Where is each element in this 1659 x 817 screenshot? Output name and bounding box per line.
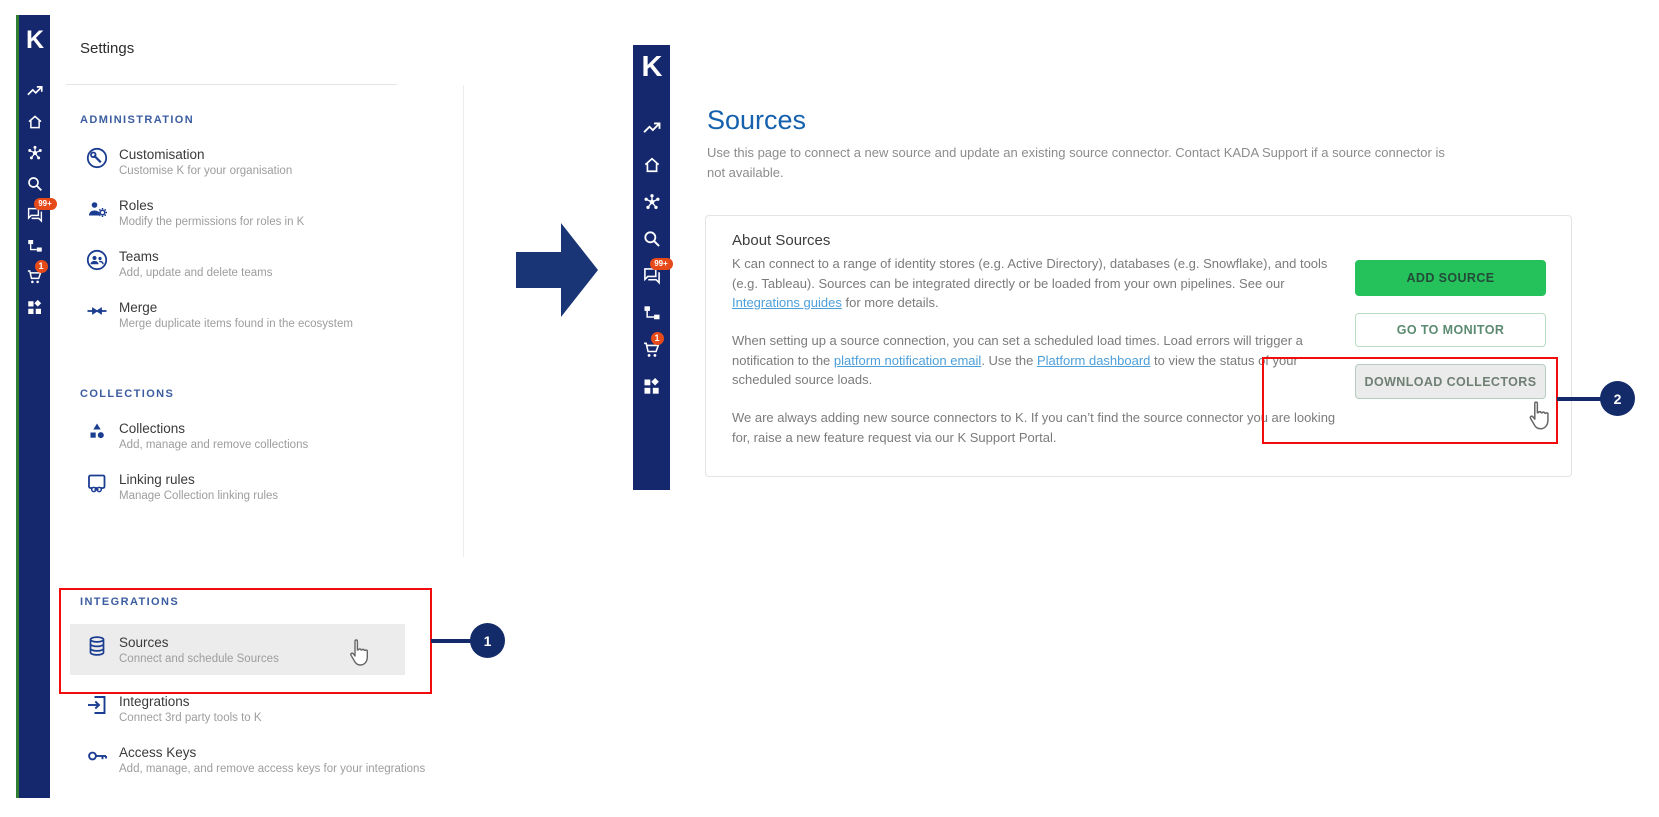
callout-connector-1	[431, 639, 472, 643]
download-collectors-button[interactable]: DOWNLOAD COLLECTORS	[1355, 364, 1546, 399]
item-subtitle: Merge duplicate items found in the ecosystem	[119, 318, 353, 330]
transition-arrow	[516, 221, 598, 324]
kada-logo: K	[25, 26, 44, 54]
card-title: About Sources	[732, 232, 831, 249]
trending-icon[interactable]	[26, 82, 44, 100]
item-title: Roles	[119, 198, 154, 213]
cart-badge: 1	[651, 332, 664, 345]
sidebar-item-integrations[interactable]	[66, 689, 405, 740]
sidebar-item-roles[interactable]	[66, 193, 405, 244]
section-administration	[66, 114, 405, 346]
divider	[66, 84, 397, 85]
search-icon[interactable]	[26, 175, 44, 193]
item-subtitle: Connect and schedule Sources	[119, 653, 279, 665]
people-circle-icon	[85, 248, 109, 272]
wrench-circle-icon	[85, 146, 109, 170]
panel-edge	[463, 85, 464, 557]
cart-badge: 1	[35, 260, 48, 273]
key-icon	[85, 744, 109, 768]
highlight-box-download-collectors	[1262, 357, 1558, 444]
sidebar-icon-stack	[642, 118, 668, 414]
page-title: Settings	[80, 40, 135, 57]
hierarchy-icon[interactable]	[642, 303, 662, 323]
add-source-button[interactable]: ADD SOURCE	[1355, 260, 1546, 296]
section-collections	[66, 388, 405, 518]
item-subtitle: Modify the permissions for roles in K	[119, 216, 305, 228]
person-gear-icon	[85, 197, 109, 221]
paragraph-text: for more details.	[841, 295, 939, 310]
item-subtitle: Connect 3rd party tools to K	[119, 712, 262, 724]
grid-icon[interactable]	[642, 377, 662, 397]
item-subtitle: Customise K for your organisation	[119, 165, 293, 177]
item-subtitle: Add, update and delete teams	[119, 267, 273, 279]
item-subtitle: Manage Collection linking rules	[119, 490, 279, 502]
item-title: Sources	[119, 635, 169, 650]
section-header: ADMINISTRATION	[80, 114, 195, 126]
sidebar-item-customisation[interactable]	[66, 142, 405, 193]
item-title: Merge	[119, 300, 158, 315]
card-paragraph-3: We are always adding new source connectors to K. If you can’t find the source connector you are looking for, raise a new feature request via our K Support Portal.	[732, 410, 1336, 445]
card-paragraph-1	[732, 254, 1336, 313]
app-sidebar-right	[633, 45, 670, 490]
callout-connector-2	[1557, 397, 1602, 401]
highlight-box-sources	[59, 588, 432, 694]
integration-icon	[85, 693, 109, 717]
hand-cursor-icon	[345, 638, 371, 673]
item-subtitle: Add, manage, and remove access keys for your integrations	[119, 763, 426, 775]
grid-icon[interactable]	[26, 299, 44, 317]
cart-icon[interactable]	[642, 333, 662, 360]
home-icon[interactable]	[642, 155, 662, 175]
sidebar-item-collections[interactable]	[66, 416, 405, 467]
page-title: Sources	[707, 105, 807, 135]
chat-icon[interactable]	[642, 259, 668, 286]
trending-icon[interactable]	[642, 118, 662, 138]
go-to-monitor-button[interactable]: GO TO MONITOR	[1355, 313, 1546, 347]
callout-badge-2: 2	[1600, 381, 1635, 416]
chat-badge: 99+	[650, 258, 673, 270]
item-title: Customisation	[119, 147, 205, 162]
page-intro: Use this page to connect a new source and update an existing source connector. Contact KADA Support if a source connector is not available.	[707, 145, 1445, 180]
sidebar-item-access-keys[interactable]	[66, 740, 426, 791]
shapes-icon	[85, 420, 109, 444]
paragraph-text: . Use the	[981, 352, 1037, 368]
item-title: Integrations	[119, 694, 190, 709]
sidebar-icon-stack	[26, 82, 52, 330]
hierarchy-icon[interactable]	[26, 237, 44, 255]
card-paragraph-2	[732, 331, 1336, 390]
integrations-guides-link[interactable]: Integrations guides	[732, 295, 842, 310]
hand-cursor-icon	[1524, 400, 1552, 437]
paragraph-text: When setting up a source connection, you can set a scheduled load times. Load errors will trigger a notification to the	[732, 333, 1303, 368]
item-subtitle: Add, manage and remove collections	[119, 439, 309, 451]
linking-rules-icon	[85, 471, 109, 495]
home-icon[interactable]	[26, 113, 44, 131]
chat-icon[interactable]	[26, 199, 52, 224]
sidebar-item-merge[interactable]	[66, 295, 405, 346]
section-header: INTEGRATIONS	[80, 596, 180, 608]
chat-badge: 99+	[34, 198, 57, 210]
item-title: Collections	[119, 421, 186, 436]
section-header: COLLECTIONS	[80, 388, 175, 400]
app-sidebar-left	[16, 15, 50, 798]
settings-panel	[66, 0, 426, 817]
cluster-icon[interactable]	[26, 144, 44, 162]
cluster-icon[interactable]	[642, 192, 662, 212]
kada-logo: K	[641, 51, 662, 83]
item-title: Access Keys	[119, 745, 197, 760]
item-title: Linking rules	[119, 472, 195, 487]
paragraph-text: K can connect to a range of identity stores (e.g. Active Directory), databases (e.g. Snowflake), and tools (e.g. Tableau). Sources can be integrated directly or be loaded from your own pipelines. See our	[732, 256, 1328, 291]
callout-badge-1: 1	[470, 623, 505, 658]
sidebar-item-linking-rules[interactable]	[66, 467, 405, 518]
platform-notification-email-link[interactable]: platform notification email	[833, 352, 982, 368]
cart-icon[interactable]	[26, 261, 44, 286]
sidebar-item-teams[interactable]	[66, 244, 405, 295]
merge-arrows-icon	[85, 299, 109, 323]
paragraph-text: to view the status of your scheduled source loads.	[732, 352, 1298, 387]
search-icon[interactable]	[642, 229, 662, 249]
platform-dashboard-link[interactable]: Platform dashboard	[1036, 352, 1151, 368]
item-title: Teams	[119, 249, 159, 264]
